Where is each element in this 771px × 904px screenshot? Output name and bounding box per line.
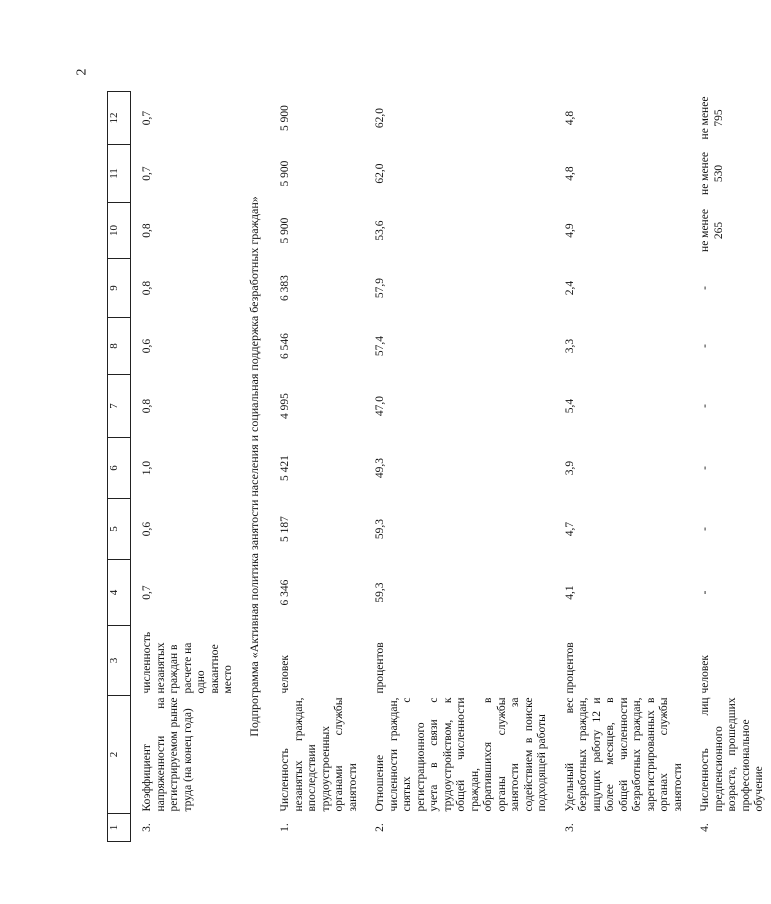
value-cell: 0,7 [141,166,153,181]
value-cell: 57,9 [374,277,386,299]
value-cell: - [699,590,711,595]
indicator-unit: человек [279,655,291,694]
header-cell: 10 [108,203,131,259]
value-cell: - [699,344,711,348]
value-cell: 6 546 [279,333,291,359]
value-cell: 59,3 [374,582,386,603]
indicator-unit: численность незанятых граждан в расчете на одно вакантное место [141,631,234,694]
value-cell: 3,3 [563,338,576,354]
header-cell: 4 [108,560,131,626]
row-number: 2. [374,823,386,832]
value-cell: 53,6 [374,220,386,241]
indicator-name: Численность незанятых граждан, впоследствии трудоустроенных органами службы занятости [279,697,359,812]
table-row [269,92,364,842]
value-cell: 5 900 [279,105,291,131]
value-cell: 4,8 [563,110,576,126]
header-cell: 6 [108,438,131,499]
indicator-name: Коэффициент напряженности на регистрируемом рынке труда (на конец года) [141,697,194,812]
rotated-landscape-table [107,92,765,842]
table-row [364,92,554,842]
subprogram-title: Подпрограмма «Активная политика занятости населения и социальная поддержка безработных граждан» [246,196,261,737]
row-number: 3. [141,823,153,832]
value-cell: 47,0 [374,395,386,417]
table-row [689,92,771,842]
value-cell: - [699,286,711,290]
value-cell: 6 346 [279,579,291,606]
indicator-name: Численность лиц предпенсионного возраста, прошедших профессиональное обучение [699,697,765,812]
header-cell: 5 [108,499,131,560]
table-row [554,92,690,842]
value-cell: 6 383 [279,275,291,301]
value-cell: не менее 530 [699,152,725,195]
value-cell: 5 900 [279,217,291,244]
value-cell: 0,7 [141,585,153,600]
indicator-unit: человек [699,655,711,694]
header-cell: 3 [108,626,131,696]
indicator-unit: процентов [563,642,576,694]
value-cell: - [699,404,711,408]
value-cell: 0,8 [141,398,153,414]
value-cell: 4 995 [279,393,291,419]
header-cell: 12 [108,92,131,145]
value-cell: 57,4 [374,335,386,357]
row-number: 3. [563,823,576,832]
value-cell: не менее 265 [699,209,725,252]
value-cell: 4,8 [563,166,576,181]
header-cell: 9 [108,259,131,318]
table-row [131,92,240,842]
value-cell: 0,8 [141,223,153,238]
value-cell: 0,6 [141,338,153,354]
value-cell: 5 187 [279,516,291,542]
header-cell: 11 [108,145,131,203]
value-cell: 5 421 [279,455,291,481]
row-number: 4. [699,823,711,832]
value-cell: 5 900 [279,160,291,187]
header-cell: 8 [108,318,131,375]
header-cell: 1 [108,814,131,842]
value-cell: - [699,466,711,470]
page-number: 2 [74,68,90,76]
value-cell: - [699,527,711,531]
value-cell: 62,0 [374,163,386,184]
indicators-table [107,91,771,842]
indicator-unit: процентов [374,642,386,694]
table-header-row [108,92,131,842]
header-cell: 2 [108,696,131,814]
value-cell: 2,4 [563,280,576,296]
value-cell: 5,4 [563,398,576,414]
value-cell: 4,7 [563,521,576,537]
value-cell: 62,0 [374,107,386,129]
header-cell: 7 [108,375,131,438]
value-cell: 49,3 [374,457,386,479]
indicator-name: Удельный вес безработных граждан, ищущих работу 12 и более месяцев, в общей численности безработных граждан, зарегистрированных в органах службы занятости [563,697,684,812]
value-cell: 59,3 [374,518,386,540]
value-cell: 0,7 [141,110,153,126]
indicator-name: Отношение численности граждан, снятых с регистрационного учета в связи с трудоустройством, к общей численности граждан, обратившихся в органы службы занятости за содействием в поиске подходящей работы [374,697,548,812]
value-cell: 3,9 [563,460,576,476]
value-cell: 0,6 [141,521,153,537]
subprogram-row [240,92,270,842]
value-cell: 4,1 [563,585,576,600]
value-cell: не менее 795 [699,96,725,140]
value-cell: 4,9 [563,223,576,238]
value-cell: 0,8 [141,280,153,296]
value-cell: 1,0 [141,460,153,476]
row-number: 1. [279,823,291,832]
